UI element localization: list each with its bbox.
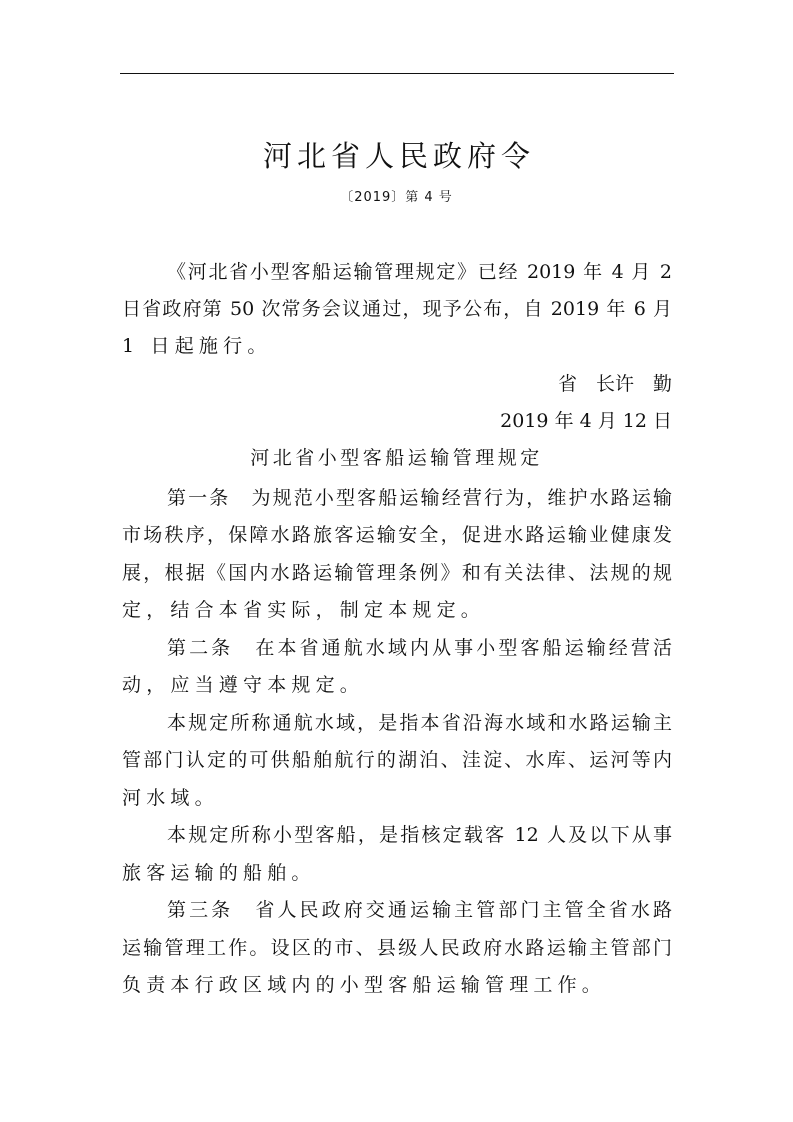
article-line: 定，结合本省实际，制定本规定。 [122, 599, 486, 621]
header-rule [120, 73, 674, 74]
promulgation-line: 1 日起施行。 [122, 335, 272, 357]
article-line: 负责本行政区域内的小型客船运输管理工作。 [122, 974, 607, 996]
article-line: 市场秩序，保障水路旅客运输安全，促进水路运输业健康发 [122, 524, 672, 546]
article-line: 管部门认定的可供船舶航行的湖泊、洼淀、水库、运河等内 [122, 749, 672, 771]
promulgation-line: 《河北省小型客船运输管理规定》已经 2019 年 4 月 2 [167, 261, 672, 283]
article-line: 运输管理工作。设区的市、县级人民政府水路运输主管部门 [122, 937, 672, 959]
document-title: 河北省人民政府令 [262, 139, 535, 173]
article-line: 旅客运输的船舶。 [122, 862, 316, 884]
article-line: 第一条 为规范小型客船运输经营行为，维护水路运输 [167, 487, 672, 509]
article-line: 本规定所称小型客船，是指核定载客 12 人及以下从事 [167, 824, 672, 846]
article-line: 第二条 在本省通航水域内从事小型客船运输经营活 [167, 637, 672, 659]
article-line: 动，应当遵守本规定。 [122, 674, 365, 696]
promulgation-line: 日省政府第 50 次常务会议通过，现予公布，自 2019 年 6 月 [122, 298, 672, 320]
order-number: 〔2019〕第 4 号 [340, 190, 453, 205]
article-line: 河水域。 [122, 787, 219, 809]
signatory: 省 长许 勤 [557, 373, 672, 395]
signature-date: 2019 年 4 月 12 日 [500, 410, 672, 432]
article-line: 展，根据《国内水路运输管理条例》和有关法律、法规的规 [122, 562, 672, 584]
article-line: 本规定所称通航水域，是指本省沿海水域和水路运输主 [167, 712, 672, 734]
regulation-heading: 河北省小型客船运输管理规定 [250, 447, 543, 469]
article-line: 第三条 省人民政府交通运输主管部门主管全省水路 [167, 899, 672, 921]
